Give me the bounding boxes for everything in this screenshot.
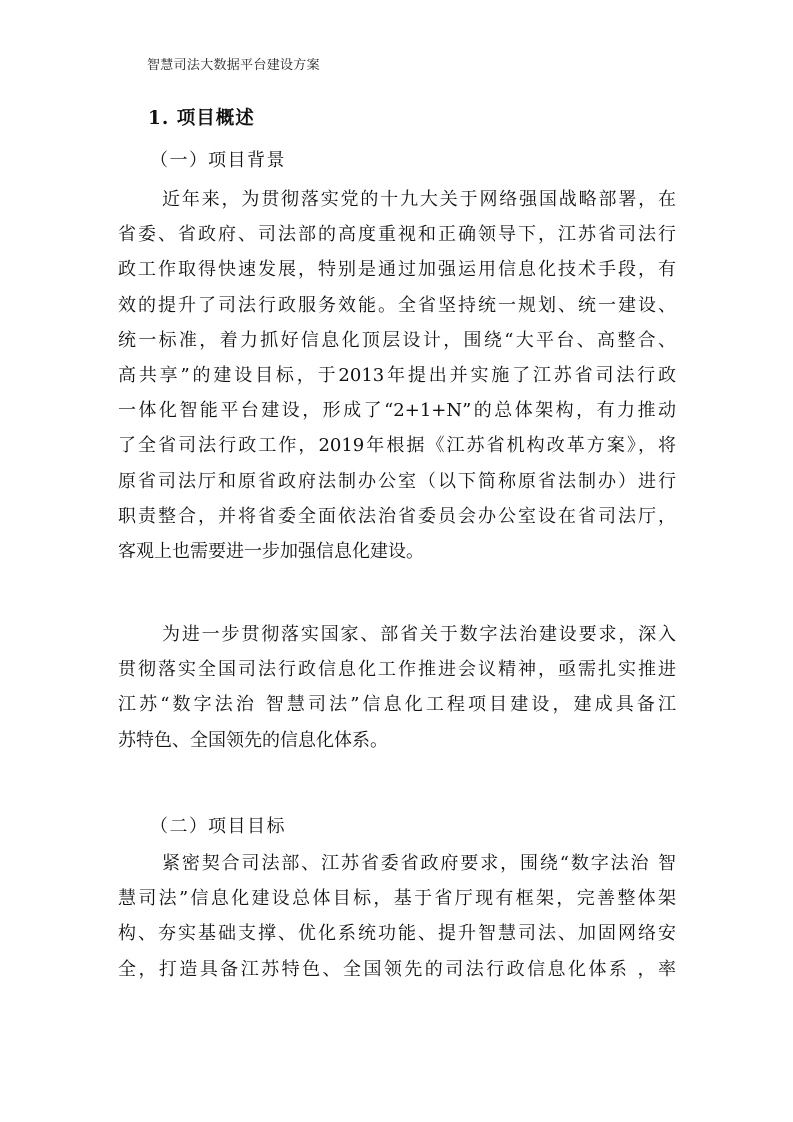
paragraph-line: 一体化智能平台建设，形成了“2+1+N”的总体架构，有力推动 [118, 400, 676, 422]
paragraph-line: 贯彻落实全国司法行政信息化工作推进会议精神，亟需扎实推进 [118, 659, 676, 681]
paragraph-line: 效的提升了司法行政服务效能。全省坚持统一规划、统一建设、 [118, 294, 676, 316]
subheading-number: （一） [150, 150, 209, 171]
paragraph-background [118, 182, 676, 569]
paragraph-line: 慧司法”信息化建设总体目标，基于省厅现有框架，完善整体架 [118, 888, 676, 910]
subheading-background [150, 146, 286, 172]
paragraph-line: 职责整合，并将省委全面依法治省委员会办公室设在省司法厅， [118, 505, 676, 527]
paragraph-line: 高共享”的建设目标，于2013年提出并实施了江苏省司法行政 [118, 364, 676, 386]
paragraph-background-2 [118, 617, 676, 758]
subheading-title: 项目目标 [208, 816, 286, 837]
paragraph-line: 为进一步贯彻落实国家、部省关于数字法治建设要求，深入 [162, 624, 676, 645]
paragraph-line: 原省司法厅和原省政府法制办公室（以下简称原省法制办）进行 [118, 470, 676, 492]
paragraph-line: 了全省司法行政工作，2019年根据《江苏省机构改革方案》，将 [118, 435, 676, 457]
paragraph-line: 江苏“数字法治 智慧司法”信息化工程项目建设，建成具备江 [118, 694, 676, 716]
subheading-number: （二） [150, 816, 209, 837]
paragraph-line: 苏特色、全国领先的信息化体系。 [118, 729, 388, 751]
paragraph-line: 近年来，为贯彻落实党的十九大关于网络强国战略部署，在 [162, 189, 676, 210]
subheading-title: 项目背景 [208, 150, 286, 171]
running-header: 智慧司法大数据平台建设方案 [147, 58, 320, 73]
paragraph-line: 紧密契合司法部、江苏省委省政府要求，围绕“数字法治 智 [162, 853, 676, 874]
paragraph-objectives [118, 846, 676, 987]
paragraph-line: 构、夯实基础支撑、优化系统功能、提升智慧司法、加固网络安 [118, 923, 676, 945]
paragraph-line: 政工作取得快速发展，特别是通过加强运用信息化技术手段，有 [118, 259, 676, 281]
paragraph-line: 全，打造具备江苏特色、全国领先的司法行政信息化体系 ，率 [118, 958, 676, 980]
section-heading: 1. 项目概述 [148, 108, 255, 129]
paragraph-line: 统一标准，着力抓好信息化顶层设计，围绕“大平台、高整合、 [118, 329, 676, 351]
paragraph-line: 省委、省政府、司法部的高度重视和正确领导下，江苏省司法行 [118, 224, 676, 246]
paragraph-line: 客观上也需要进一步加强信息化建设。 [118, 540, 424, 562]
subheading-objectives [150, 812, 286, 838]
